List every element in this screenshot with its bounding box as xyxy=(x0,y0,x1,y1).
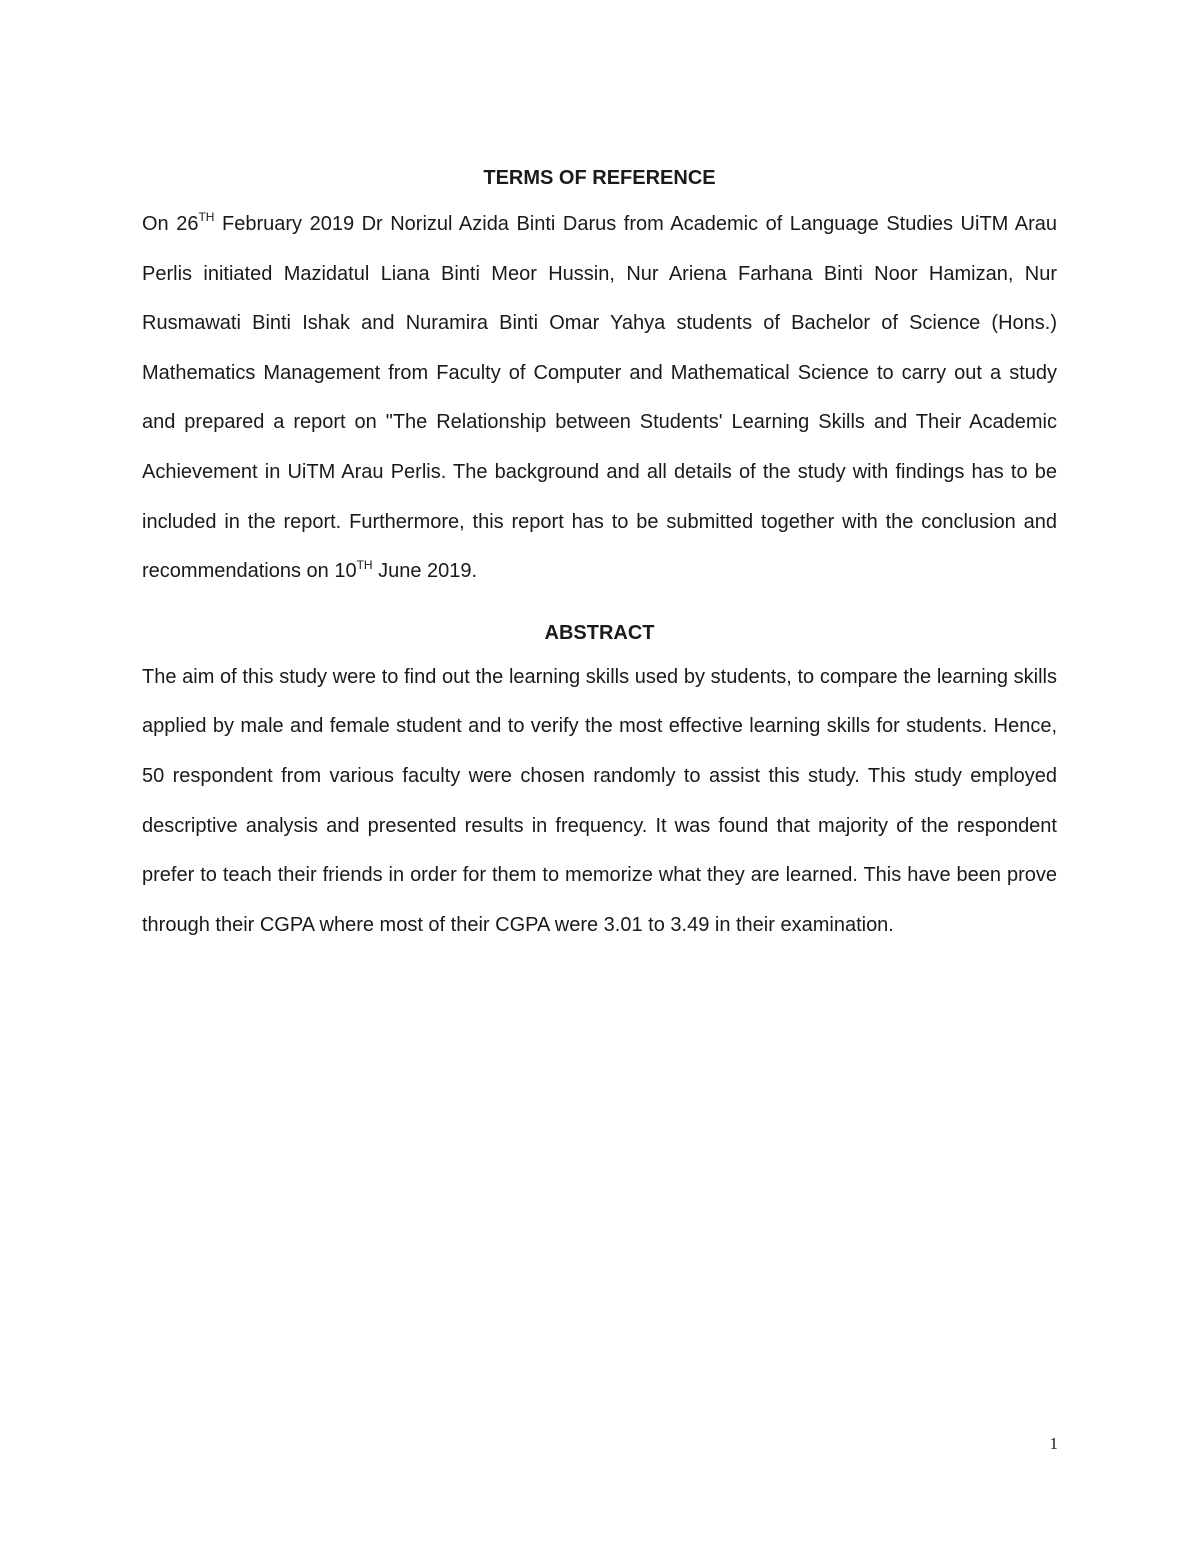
tor-superscript: TH xyxy=(198,210,215,225)
terms-of-reference-heading: TERMS OF REFERENCE xyxy=(483,167,716,189)
page-content xyxy=(142,163,1057,950)
tor-text-segment: On 26 xyxy=(142,213,199,235)
tor-text-segment: February 2019 Dr Norizul Azida Binti Darus from Academic of Language Studies UiTM Arau Perlis initiated Mazidatul Liana Binti Meor Hussin, Nur Ariena Farhana Binti Noor Hamizan, Nur Rusmawati Binti Ishak and Nuramira Binti Omar Yahya students of Bachelor of Science (Hons.) Mathematics Management from Faculty of Computer and Mathematical Science to carry out a study and prepared a report on "The Relationship between Students' Learning Skills and Their Academic Achievement in UiTM Arau Perlis. The background and all details of the study with findings has to be included in the report. Furthermore, this report has to be submitted together with the conclusion and recommendations on 10 xyxy=(142,213,1058,583)
abstract-paragraph: The aim of this study were to find out the learning skills used by students, to compare the learning skills applied by male and female student and to verify the most effective learning skills for students. Hence, 50 respondent from various faculty were chosen randomly to assist this study. This study employed descriptive analysis and presented results in frequency. It was found that majority of the respondent prefer to teach their friends in order for them to memorize what they are learned. This have been prove through their CGPA where most of their CGPA were 3.01 to 3.49 in their examination. xyxy=(142,665,1057,936)
tor-superscript: TH xyxy=(356,557,373,572)
abstract-heading: ABSTRACT xyxy=(544,621,655,644)
terms-of-reference-paragraph xyxy=(142,200,1057,597)
page-number: 1 xyxy=(1049,1434,1058,1453)
tor-text-segment: June 2019. xyxy=(372,560,478,583)
